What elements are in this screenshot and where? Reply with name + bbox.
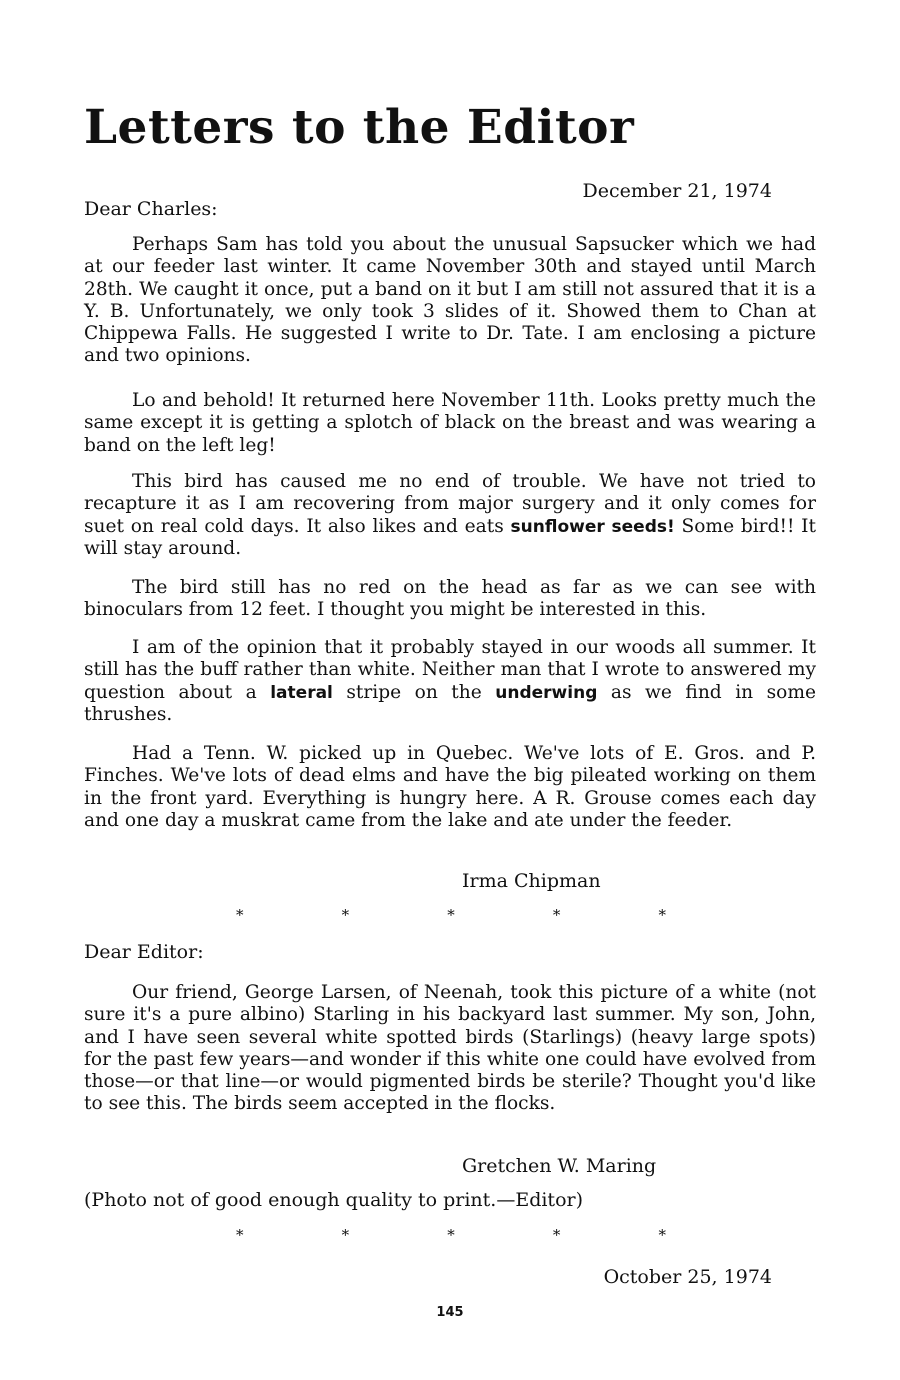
- bold-word: underwing: [495, 682, 598, 703]
- letter2-signature: Gretchen W. Maring: [462, 1155, 657, 1177]
- separator-star: *: [658, 1226, 666, 1244]
- page-number: 145: [436, 1305, 464, 1320]
- letter1-paragraph-3: [84, 471, 816, 560]
- separator-star: *: [658, 906, 666, 924]
- letter1-paragraph-4: The bird still has no red on the head as far as we can see with binoculars from 12 feet. I thought you might be interested in this.: [84, 577, 816, 621]
- separator-star: *: [236, 906, 244, 924]
- separator-stars: [236, 1226, 666, 1244]
- separator-star: *: [447, 1226, 455, 1244]
- letter1-paragraph-2: Lo and behold! It returned here November 11th. Looks pretty much the same except it is getting a splotch of black on the breast and was wearing a band on the left leg!: [84, 390, 816, 456]
- paragraph-text: This bird has caused me no end of trouble. We have not tried to recapture it as I am recovering from major surgery and it only comes for suet on real cold days. It also likes and eats: [84, 471, 816, 537]
- bold-phrase: sunflower seeds!: [510, 516, 675, 537]
- separator-star: *: [341, 906, 350, 924]
- paragraph-text: I am of the opinion that it probably stayed in our woods all summer. It still has the buff rather than white. Neither man that I wrote to answered my question about a: [84, 637, 816, 703]
- separator-star: *: [552, 906, 561, 924]
- separator-stars: [236, 906, 666, 924]
- bold-word: lateral: [270, 682, 333, 703]
- letter1-paragraph-5: [84, 637, 816, 726]
- letter2-salutation: Dear Editor:: [84, 941, 204, 963]
- letter1-date: December 21, 1974: [582, 180, 772, 202]
- editor-note: (Photo not of good enough quality to print.—Editor): [84, 1189, 584, 1211]
- paragraph-text: stripe on the: [332, 681, 496, 703]
- letter1-signature: Irma Chipman: [462, 870, 601, 892]
- paragraph-text: as we find in some thrushes.: [84, 681, 816, 725]
- page-title: Letters to the Editor: [84, 100, 635, 155]
- letter2-paragraph-1: Our friend, George Larsen, of Neenah, took this picture of a white (not sure it's a pure albino) Starling in his backyard last summer. My son, John, and I have seen several white spotted birds (Starlings) (heavy large spots) for the past few years—and wonder if this white one could have evolved from those—or that line—or would pigmented birds be sterile? Thought you'd like to see this. The birds seem accepted in the flocks.: [84, 982, 816, 1115]
- paragraph-text: Some bird!! It will stay around.: [84, 515, 817, 559]
- letter1-paragraph-6: Had a Tenn. W. picked up in Quebec. We've lots of E. Gros. and P. Finches. We've lots of dead elms and have the big pileated working on them in the front yard. Everything is hungry here. A R. Grouse comes each day and one day a muskrat came from the lake and ate under the feeder.: [84, 743, 816, 831]
- letter1-paragraph-1: Perhaps Sam has told you about the unusual Sapsucker which we had at our feeder last winter. It came November 30th and stayed until March 28th. We caught it once, put a band on it but I am still not assured that it is a Y. B. Unfortunately, we only took 3 slides of it. Showed them to Chan at Chippewa Falls. He suggested I write to Dr. Tate. I am enclosing a picture and two opinions.: [84, 234, 816, 367]
- separator-star: *: [447, 906, 455, 924]
- separator-star: *: [552, 1226, 561, 1244]
- letter1-salutation: Dear Charles:: [84, 198, 218, 220]
- separator-star: *: [236, 1226, 244, 1244]
- letter3-date: October 25, 1974: [603, 1266, 772, 1288]
- separator-star: *: [341, 1226, 350, 1244]
